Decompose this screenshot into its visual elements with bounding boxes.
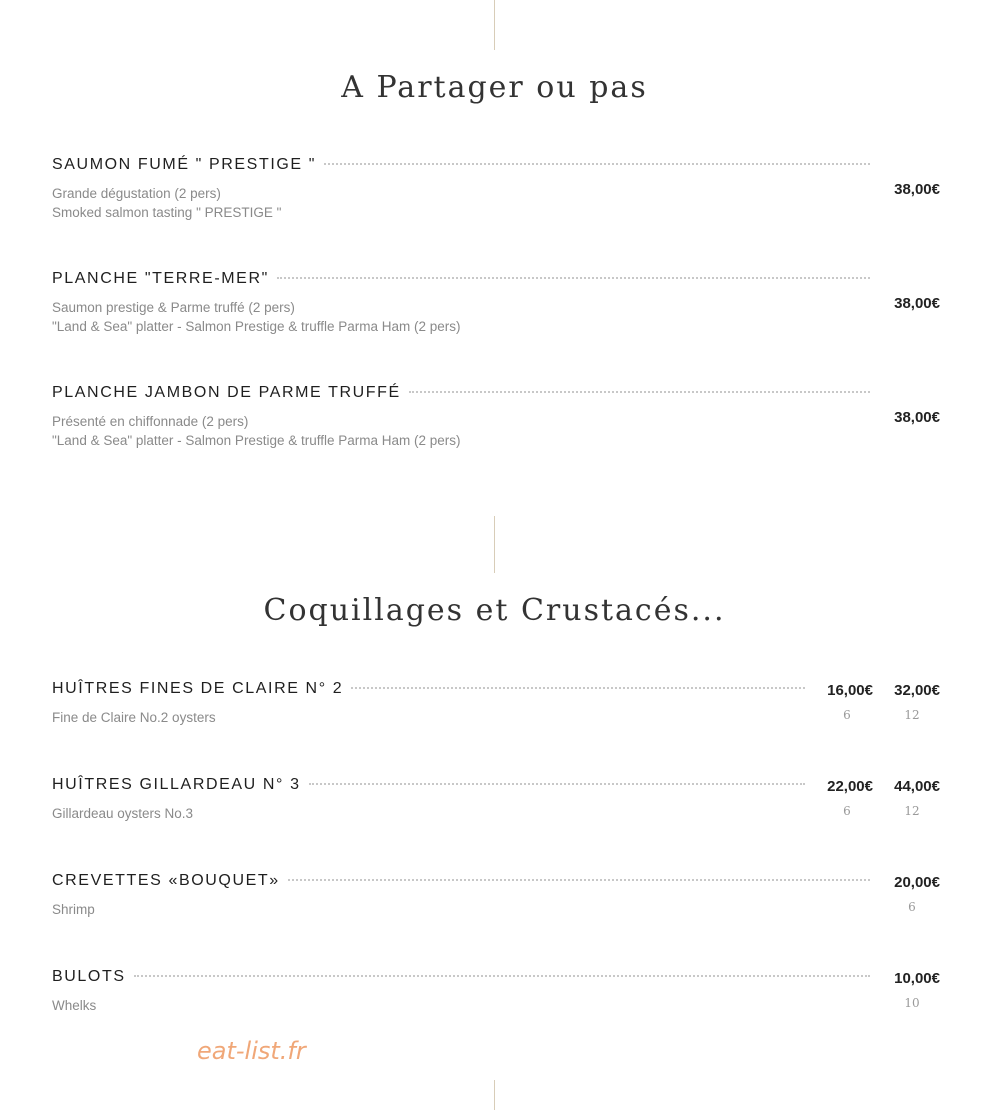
item-name: HUÎTRES GILLARDEAU N° 3 xyxy=(52,776,301,793)
item-description xyxy=(52,900,940,919)
item-price-large: 44,00€ xyxy=(894,778,940,795)
item-name: PLANCHE JAMBON DE PARME TRUFFÉ xyxy=(52,384,401,401)
dotted-leader xyxy=(351,687,805,689)
middle-divider-line xyxy=(494,516,495,573)
description-en: Gillardeau oysters No.3 xyxy=(52,806,194,821)
dotted-leader xyxy=(277,277,870,279)
item-name: PLANCHE "TERRE-MER" xyxy=(52,270,269,287)
item-quantity-small: 6 xyxy=(843,804,851,818)
item-description xyxy=(52,298,940,336)
top-divider-line xyxy=(494,0,495,50)
description-en: Whelks xyxy=(52,998,97,1013)
menu-item-planche-terre-mer xyxy=(52,270,940,336)
item-quantity-small: 6 xyxy=(843,708,851,722)
description-fr: Grande dégustation (2 pers) xyxy=(52,186,221,201)
bottom-divider-line xyxy=(494,1080,495,1110)
watermark-text: eat-list.fr xyxy=(197,1037,306,1065)
menu-item-crevettes-bouquet xyxy=(52,872,940,919)
item-price-large: 32,00€ xyxy=(894,682,940,699)
item-price: 38,00€ xyxy=(894,295,940,312)
item-price: 38,00€ xyxy=(894,409,940,426)
item-price: 20,00€ xyxy=(894,874,940,891)
dotted-leader xyxy=(409,391,870,393)
menu-item-bulots xyxy=(52,968,940,1015)
description-fr: Saumon prestige & Parme truffé (2 pers) xyxy=(52,300,295,315)
description-en: "Land & Sea" platter - Salmon Prestige & truffle Parma Ham (2 pers) xyxy=(52,433,461,448)
menu-item-planche-jambon-parme xyxy=(52,384,940,450)
menu-item-huitres-fines-de-claire xyxy=(52,680,940,727)
section-title-coquillages: Coquillages et Crustacés... xyxy=(263,593,726,628)
item-description xyxy=(52,412,940,450)
description-fr: Présenté en chiffonnade (2 pers) xyxy=(52,414,249,429)
dotted-leader xyxy=(288,879,870,881)
description-en: "Land & Sea" platter - Salmon Prestige & truffle Parma Ham (2 pers) xyxy=(52,319,461,334)
menu-item-huitres-gillardeau xyxy=(52,776,940,823)
item-quantity-large: 12 xyxy=(904,708,920,722)
item-quantity-large: 12 xyxy=(904,804,920,818)
item-price: 38,00€ xyxy=(894,181,940,198)
menu-item-saumon-fume xyxy=(52,156,940,222)
item-price: 10,00€ xyxy=(894,970,940,987)
dotted-leader xyxy=(324,163,870,165)
item-name: BULOTS xyxy=(52,968,126,985)
description-en: Smoked salmon tasting " PRESTIGE " xyxy=(52,205,282,220)
item-price-small: 16,00€ xyxy=(827,682,873,699)
item-name: CREVETTES «BOUQUET» xyxy=(52,872,280,889)
item-description xyxy=(52,708,940,727)
description-en: Fine de Claire No.2 oysters xyxy=(52,710,216,725)
item-quantity: 10 xyxy=(904,996,920,1010)
item-description xyxy=(52,804,940,823)
dotted-leader xyxy=(309,783,805,785)
item-description xyxy=(52,996,940,1015)
dotted-leader xyxy=(134,975,870,977)
item-price-small: 22,00€ xyxy=(827,778,873,795)
item-name: HUÎTRES FINES DE CLAIRE N° 2 xyxy=(52,680,344,697)
item-description xyxy=(52,184,940,222)
item-quantity: 6 xyxy=(908,900,916,914)
section-title-a-partager: A Partager ou pas xyxy=(341,70,648,105)
item-name: SAUMON FUMÉ " PRESTIGE " xyxy=(52,156,317,173)
description-en: Shrimp xyxy=(52,902,95,917)
